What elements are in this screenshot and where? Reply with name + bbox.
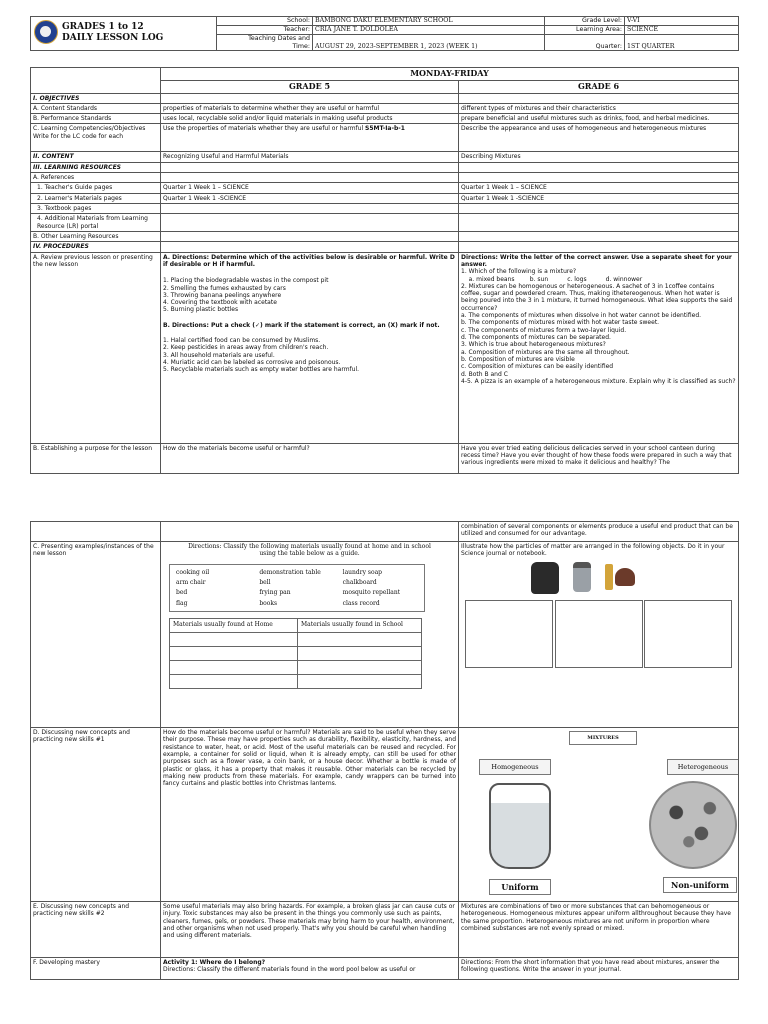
competencies-g5: Use the properties of materials whether they are useful or harmful S5MT-Ia-b-1 [161,124,459,152]
illustrate-directions: Illustrate how the particles of matter are arranged in the following objects. Do it in your Science journal or notebook. [461,543,725,558]
mastery-g6: Directions: From the short information that you have read about mixtures, answer the following questions. Write the answer in your journal. [459,958,739,980]
review-g6 [459,252,739,443]
discussing1-label: D. Discussing new concepts and practicing new skills #1 [31,728,161,902]
drawing-box [555,600,643,668]
content-standards-g5: properties of materials to determine whether they are useful or harmful [161,103,459,113]
mastery-g5-directions: Directions: Classify the different materials found in the word pool below as useful or [163,966,416,974]
content-g6: Describing Mixtures [459,152,739,162]
drawing-boxes [465,600,732,668]
performance-standards-g6: prepare beneficial and useful mixtures such as drinks, food, and herbal medicines. [459,114,739,124]
discussing2-g6: Mixtures are combinations of two or more substances that can behomogeneous or heterogeneous. Homogeneous mixtures appear uniform allthroughout because they have the same proportion. Heterogeneous mixtures are not uniform in proportion where combined substances are not evenly spread or mixed. [459,902,739,958]
page-break [0,484,768,522]
textbook-label: 3. Textbook pages [31,204,161,214]
deped-seal-icon [34,20,58,44]
material-word: bell [259,578,271,586]
review-g5 [161,252,459,443]
purpose-g6: Have you ever tried eating delicious delicacies served in your school canteen during recess time? Have you ever thought of how these foods were prepared in such a way that various ingredients were mixed to make it delicious and healthy? The [459,443,739,473]
review-g5-b-item: 5. Recyclable materials such as empty water bottles are harmful. [163,366,360,374]
competencies-label: C. Learning Competencies/Objectives Write for the LC code for each [31,124,161,152]
teacher-value: CRIA JANE T. DOLDOLEA [313,26,545,35]
material-word: demonstration table [259,568,321,576]
learning-area-value: SCIENCE [625,26,739,35]
review-g5-a-directions: A. Directions: Determine which of the activities below is desirable or harmful. Write D if desirable or H if harmful. [163,253,455,268]
teachers-guide-g5: Quarter 1 Week 1 – SCIENCE [161,183,459,193]
quarter-value: 1ST QUARTER [625,35,739,51]
school-label: School: [217,17,313,26]
learning-area-label: Learning Area: [545,26,625,35]
review-g6-line: d. The components of mixtures can be separated. [461,334,611,341]
review-g6-line: 4-5. A pizza is an example of a heterogeneous mixture. Explain why it is classified as such? [461,377,736,385]
mastery-label: F. Developing mastery [31,958,161,980]
review-g5-a-item: 2. Smelling the fumes exhausted by cars [163,284,286,292]
review-g5-b-item: 3. All household materials are useful. [163,351,275,359]
review-g6-line: 3. Which is true about heterogeneous mixtures? [461,341,606,349]
logo-title: GRADES 1 to 12 DAILY LESSON LOG [62,22,164,44]
references-label: A. References [31,173,161,183]
mastery-g5 [161,958,459,980]
review-label: A. Review previous lesson or presenting the new lesson [31,252,161,443]
performance-standards-label: B. Performance Standards [31,114,161,124]
learners-materials-g6: Quarter 1 Week 1 -SCIENCE [459,193,739,203]
content-standards-g6: different types of mixtures and their characteristics [459,103,739,113]
jar-icon [573,562,591,592]
review-g6-line: d. Both B and C [461,370,508,378]
purpose-label: B. Establishing a purpose for the lesson [31,443,161,473]
classify-directions: Directions: Classify the following materials usually found at home and in school using the table below as a guide. [188,543,431,558]
material-word: chalkboard [342,578,377,586]
learning-resources-heading: III. LEARNING RESOURCES [31,162,161,172]
teachers-guide-g6: Quarter 1 Week 1 – SCIENCE [459,183,739,193]
days-header: MONDAY-FRIDAY [161,68,739,81]
material-word: cooking oil [176,568,210,576]
pizza-icon [649,781,737,869]
learners-materials-label: 2. Learner's Materials pages [31,193,161,203]
procedures-heading: IV. PROCEDURES [31,242,161,252]
review-g5-a-item: 3. Throwing banana peelings anywhere [163,291,282,299]
mixtures-title: MIXTURES [569,731,637,745]
logo-cell [31,17,217,51]
presenting-g6 [459,542,739,728]
drawing-box [465,600,553,668]
classify-table [169,618,422,689]
dates-label: Teaching Dates and Time: [217,35,313,51]
teachers-guide-label: 1. Teacher's Guide pages [31,183,161,193]
lesson-table-continued [30,521,739,980]
review-g5-b-item: 4. Muriatic acid can be labeled as corrosive and poisonous. [163,359,341,366]
homogeneous-label: Homogeneous [479,759,551,775]
learners-materials-g5: Quarter 1 Week 1 -SCIENCE [161,193,459,203]
backpack-icon [531,562,559,594]
review-g6-line: c. The components of mixtures form a two-layer liquid. [461,326,627,334]
objectives-heading: I. OBJECTIVES [31,93,161,103]
grade5-header: GRADE 5 [161,80,459,93]
uniform-label: Uniform [489,879,551,895]
pitcher-icon [489,783,551,869]
review-g6-line: a. mixed beans b. sun c. logs d. winnower [461,275,643,283]
review-g6-line: a. The components of mixtures when dissolve in hot water cannot be identified. [461,312,702,320]
review-g5-b-directions: B. Directions: Put a check (✓) mark if the statement is correct, an (X) mark if not. [163,321,440,329]
material-word: frying pan [259,589,291,597]
review-g5-a-item: 4. Covering the textbook with acetate [163,299,277,307]
purpose-g6-continued: combination of several components or elements produce a useful end product that can be utilized and consumed for our advantage. [459,522,739,542]
review-g6-line: 2. Mixtures can be homogenous or heterogeneous. A sachet of 3 in 1coffee contains coffee, sugar and powdered cream. Thus, making ithetereogenous. When hot water is being poured into the 3 in 1 mixture, it turned homogeneous. What idea supports the said occurrence? [461,282,733,312]
discussing1-g6 [459,728,739,902]
header-table [30,16,739,51]
content-standards-label: A. Content Standards [31,103,161,113]
page-bottom [0,986,768,1024]
review-g5-b-item: 2. Keep pesticides in areas away from children's reach. [163,344,329,352]
presenting-g5 [161,542,459,728]
competency-code: S5MT-Ia-b-1 [365,125,405,133]
grade-level-value: V-VI [625,17,739,26]
performance-standards-g5: uses local, recyclable solid and/or liquid materials in making useful products [161,114,459,124]
other-resources-label: B. Other Learning Resources [31,231,161,241]
lesson-table [30,67,739,474]
discussing2-label: E. Discussing new concepts and practicing new skills #2 [31,902,161,958]
teacher-label: Teacher: [217,26,313,35]
review-g5-b-item: 1. Halal certified food can be consumed by Muslims. [163,337,321,345]
review-g6-directions: Directions: Write the letter of the correct answer. Use a separate sheet for your answer. [461,253,732,268]
review-g6-line: a. Composition of mixtures are the same all throughout. [461,348,630,356]
material-word: bed [176,589,188,597]
discussing1-g5: How do the materials become useful or harmful? Materials are said to be useful when they serve their purpose. These may have properties such as durability, flexibility, elasticity, hardness, and resistance to water, heat, or acid. Most of the useful materials can be reused and recycled. For example, a container for solid or liquid, when it is already empty, can still be used for other purposes such as a flower vase, a coin bank, or a house decor. Whether a bottle is made of plastic or glass, it has a property that makes it reusable. Other materials can be recycled by making new products from these materials. For example, candy wrappers can be turned into fancy curtains and plastic bottles into Christmas lanterns. [161,728,459,902]
mixtures-diagram [461,729,736,897]
material-word: class record [342,599,380,607]
drawing-box [644,600,732,668]
material-word: laundry soap [342,568,382,576]
review-g6-line: b. Composition of mixtures are visible [461,355,575,363]
material-word: mosquito repellant [342,589,401,597]
oil-and-kettle-icon [605,562,639,592]
presenting-label: C. Presenting examples/instances of the new lesson [31,542,161,728]
mastery-g5-title: Activity 1: Where do I belong? [163,959,266,966]
heterogeneous-label: Heterogeneous [667,759,739,775]
review-g5-a-item: 5. Burning plastic bottles [163,306,239,314]
purpose-g5: How do the materials become useful or harmful? [161,443,459,473]
home-column-header: Materials usually found at Home [170,618,298,632]
competencies-g6: Describe the appearance and uses of homogeneous and heterogeneous mixtures [459,124,739,152]
additional-materials-label: 4. Additional Materials from Learning Resource (LR) portal [31,214,161,232]
review-g6-line: 1. Which of the following is a mixture? [461,268,577,276]
school-column-header: Materials usually found in School [298,618,422,632]
school-value: BAMBONG DAKU ELEMENTARY SCHOOL [313,17,545,26]
review-g5-a-item: 1. Placing the biodegradable wastes in the compost pit [163,277,329,285]
content-heading: II. CONTENT [31,152,161,162]
material-word: arm chair [176,578,206,586]
materials-word-box [169,564,425,612]
material-word: books [259,599,278,607]
review-g6-line: c. Composition of mixtures can be easily identified [461,363,614,371]
nonuniform-label: Non-uniform [663,877,737,893]
discussing2-g5: Some useful materials may also bring hazards. For example, a broken glass jar can cause cuts or injury. Toxic substances may also be present in the things you commonly use such as paints, cleaners, fumes, gels, or powders. These materials may bring harm to your health, environment, and other organisms when not used properly. That's why you should be careful when handling and using different materials. [161,902,459,958]
dates-value: AUGUST 29, 2023-SEPTEMBER 1, 2023 (WEEK 1) [313,35,545,51]
grade-level-label: Grade Level: [545,17,625,26]
review-g6-line: b. The components of mixtures mixed with hot water taste sweet. [461,319,660,327]
corner-cell [31,68,161,94]
quarter-label: Quarter: [545,35,625,51]
content-g5: Recognizing Useful and Harmful Materials [161,152,459,162]
material-word: flag [176,599,188,607]
grade6-header: GRADE 6 [459,80,739,93]
objects-images [531,562,736,594]
